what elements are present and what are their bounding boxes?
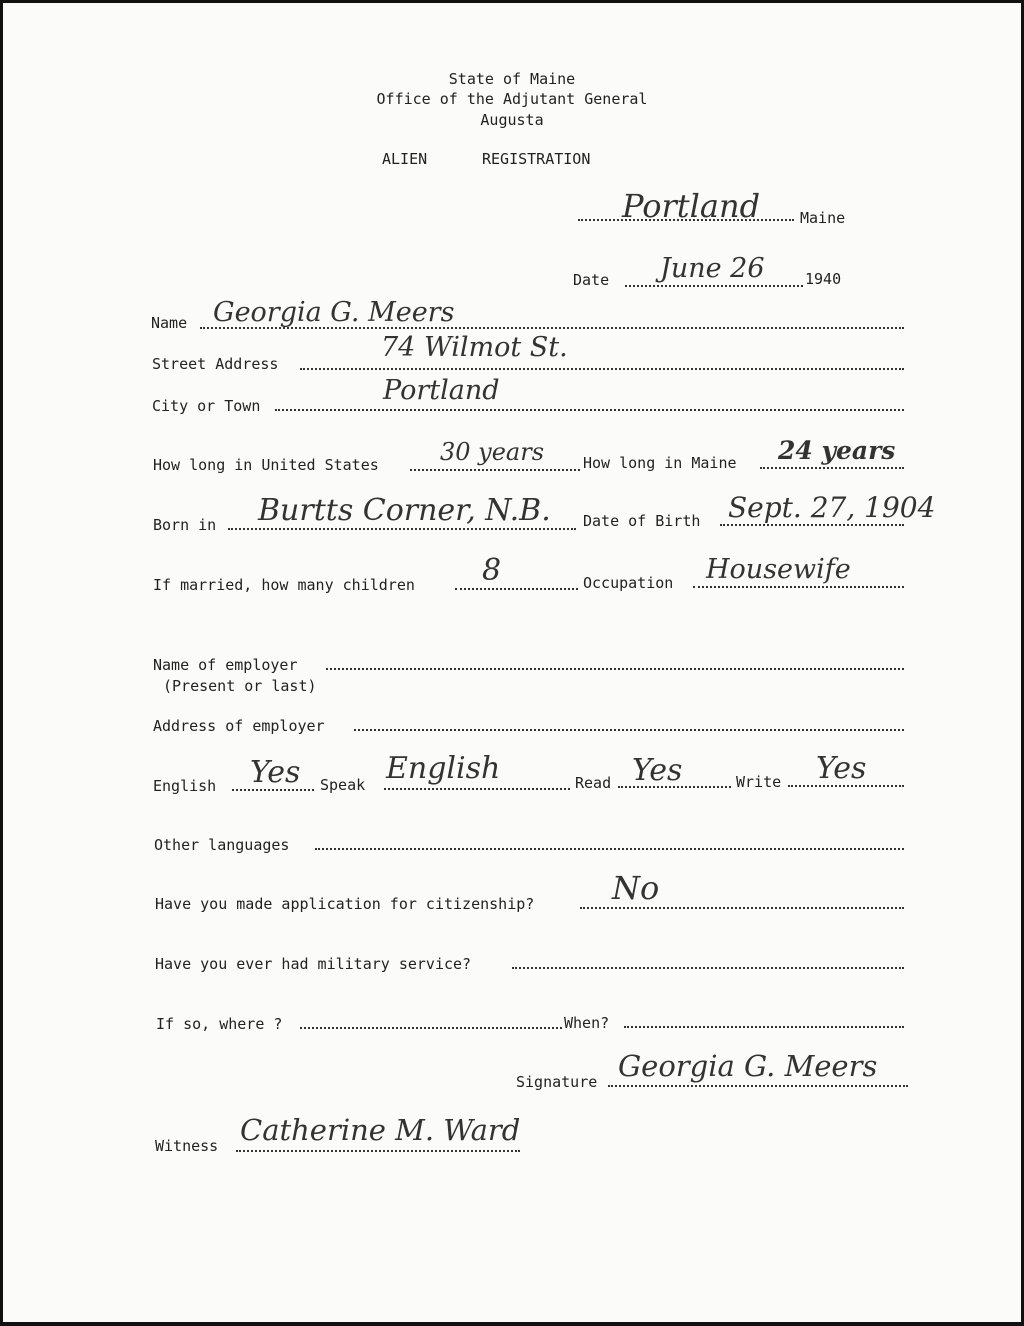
witness-dotted-line [236,1150,520,1152]
title-registration: REGISTRATION [482,150,591,168]
witness-handwritten: Catherine M. Ward [240,1113,521,1147]
scan-border-bottom [0,1322,1024,1326]
employer-sublabel: (Present or last) [163,677,317,695]
street-dotted-line [300,368,904,370]
write-handwritten: Yes [816,751,867,786]
write-label: Write [736,773,782,791]
other-languages-dotted-line [315,848,904,850]
us-duration-dotted-line [410,469,580,471]
employer-address-dotted-line [354,729,904,731]
employer-address-label: Address of employer [153,717,325,735]
occupation-handwritten: Housewife [706,554,851,585]
signature-handwritten: Georgia G. Meers [618,1049,878,1083]
witness-label: Witness [155,1137,219,1155]
dob-dotted-line [720,524,904,526]
children-dotted-line [455,588,578,590]
maine-duration-handwritten: 24 years [778,436,896,465]
maine-duration-label: How long in Maine [583,454,737,472]
citizenship-dotted-line [580,907,904,909]
city-dotted-line [275,409,904,411]
street-handwritten: 74 Wilmot St. [381,332,568,363]
header-state: State of Maine [448,70,576,88]
date-handwritten: June 26 [660,253,765,284]
place-state-label: Maine [800,209,846,227]
when-label: When? [564,1014,610,1032]
title-alien: ALIEN [382,150,428,168]
english-handwritten: Yes [250,755,301,790]
occupation-label: Occupation [583,574,674,592]
name-label: Name [151,314,188,332]
children-label: If married, how many children [153,576,415,594]
military-dotted-line [512,967,904,969]
read-label: Read [575,774,612,792]
street-label: Street Address [152,355,279,373]
citizenship-label: Have you made application for citizenship? [155,895,535,913]
citizenship-handwritten: No [612,869,660,907]
date-label: Date [573,271,610,289]
name-handwritten: Georgia G. Meers [213,297,455,328]
place-handwritten: Portland [622,187,761,225]
signature-label: Signature [516,1073,598,1091]
us-duration-handwritten: 30 years [440,438,545,466]
date-dotted-line [625,285,803,287]
dob-handwritten: Sept. 27, 1904 [728,491,936,524]
speak-dotted-line [384,788,570,790]
employer-dotted-line [326,668,904,670]
read-handwritten: Yes [632,753,683,788]
where-dotted-line [300,1027,562,1029]
scan-border-left [0,0,3,1326]
speak-label: Speak [320,776,366,794]
us-duration-label: How long in United States [153,456,379,474]
born-handwritten: Burtts Corner, N.B. [258,493,551,528]
speak-handwritten: English [386,751,501,786]
header-office: Office of the Adjutant General [376,90,648,108]
born-dotted-line [228,528,576,530]
employer-label: Name of employer [153,656,298,674]
english-label: English [153,777,217,795]
occupation-dotted-line [693,586,904,588]
dob-label: Date of Birth [583,512,701,530]
city-label: City or Town [152,397,261,415]
date-year: 1940 [805,270,842,288]
when-dotted-line [624,1026,904,1028]
born-label: Born in [153,516,217,534]
military-label: Have you ever had military service? [155,955,472,973]
scan-border-top [0,0,1024,3]
signature-dotted-line [608,1085,908,1087]
header-city: Augusta [480,111,544,129]
city-handwritten: Portland [383,375,500,406]
where-label: If so, where ? [156,1015,283,1033]
other-languages-label: Other languages [154,836,290,854]
maine-duration-dotted-line [760,467,904,469]
children-handwritten: 8 [482,553,502,588]
